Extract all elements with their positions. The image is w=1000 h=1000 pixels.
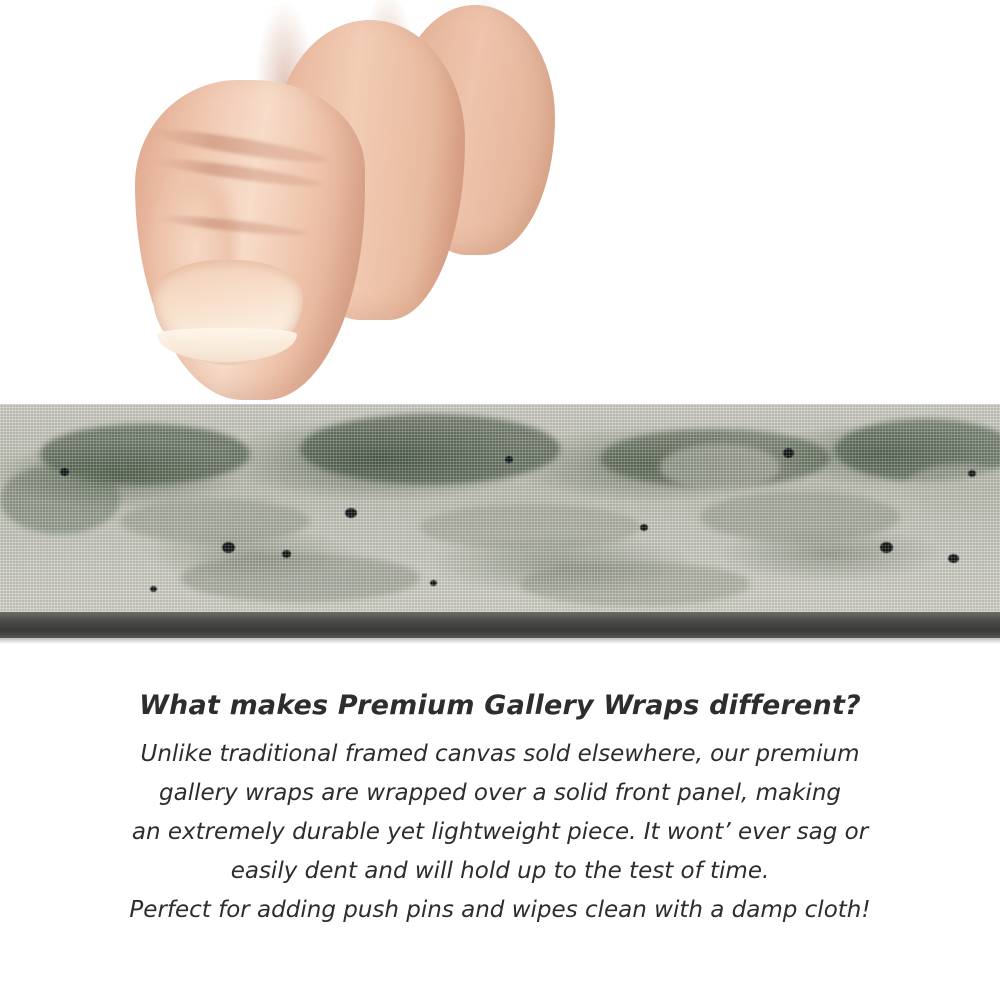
caption-line: Perfect for adding push pins and wipes clean with a damp cloth! (129, 897, 871, 923)
canvas-edge-icon (0, 404, 1000, 618)
caption-line: gallery wraps are wrapped over a solid front panel, making (159, 780, 841, 806)
caption-line: easily dent and will hold up to the test of time. (230, 858, 770, 884)
canvas-drop-shadow (0, 636, 1000, 644)
hand-pressing-icon (105, 0, 545, 420)
caption-body (0, 735, 1000, 930)
canvas-bottom-edge (0, 612, 1000, 638)
caption-title: What makes Premium Gallery Wraps different? (139, 690, 861, 721)
finger-crease (157, 212, 307, 239)
caption-block (0, 690, 1000, 930)
caption-line: an extremely durable yet lightweight piece. It wont’ ever sag or (131, 819, 869, 845)
caption-line: Unlike traditional framed canvas sold elsewhere, our premium (140, 741, 860, 767)
